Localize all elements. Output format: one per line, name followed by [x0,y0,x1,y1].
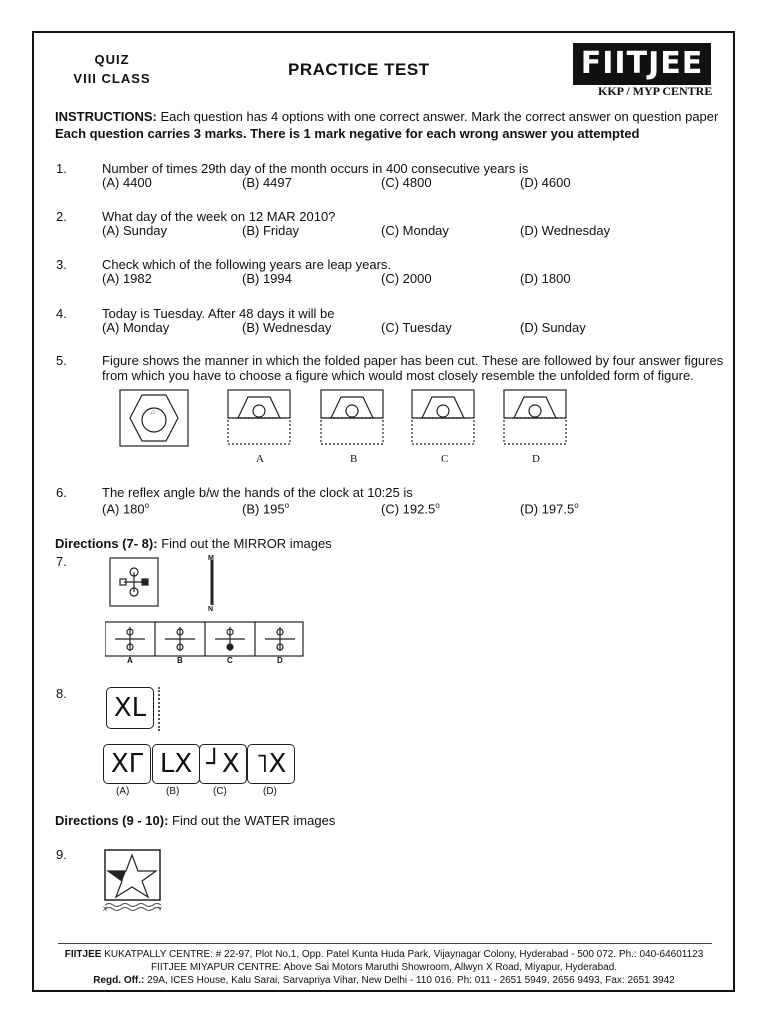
q3-option-d[interactable]: (D) 1800 [520,271,571,286]
q8-option-c-figure[interactable]: ┘X [199,744,247,784]
q3-number: 3. [56,257,67,272]
q6-option-c[interactable]: (C) 192.5$^o$ [381,501,440,517]
fiitjee-logo: FIITJEE [573,43,711,85]
footer-line2: FIITJEE MIYAPUR CENTRE: Above Sai Motors Maruthi Showroom, Allwyn X Road, Miyapur, Hyderabad. [150,962,618,973]
q6-option-b[interactable]: (B) 195$^o$ [242,501,290,517]
q1-text: Number of times 29th day of the month occurs in 400 consecutive years is [102,161,529,176]
instructions-line2: Each question carries 3 marks. There is 1 mark negative for each wrong answer you attempted [55,126,640,141]
q5-option-b-figure[interactable] [321,390,383,444]
q3-option-b[interactable]: (B) 1994 [242,271,292,286]
q3-option-a[interactable]: (A) 1982 [102,271,152,286]
q7-question-figure [110,558,158,606]
q9-number: 9. [56,847,67,862]
q2-option-c[interactable]: (C) Monday [381,223,449,238]
q1-option-d[interactable]: (D) 4600 [520,175,571,190]
q8-label-d: (D) [263,786,277,797]
q5-text-2: from which you have to choose a figure which would most closely resemble the unfolded form of figure. [102,368,694,383]
q5-option-c-figure[interactable] [412,390,474,444]
footer-line3: Regd. Off.: 29A, ICES House, Kalu Sarai, Sarvapriya Vihar, New Delhi - 110 016. Ph: 011 - 2651 5949, 2656 9493, Fax: 2651 3942 [93,975,675,986]
q5-question-figure [120,390,188,446]
q6-text: The reflex angle b/w the hands of the clock at 10:25 is [102,485,413,500]
q8-option-d-figure[interactable]: ˥X [247,744,295,784]
q2-option-b[interactable]: (B) Friday [242,223,300,238]
q8-question-figure: XL [106,687,154,729]
class-label: VIII CLASS [73,71,151,86]
q5-option-d-figure[interactable] [504,390,566,444]
q7-label-a: A [127,656,133,665]
q6-number: 6. [56,485,67,500]
q8-label-a: (A) [116,786,130,797]
q5-label-d: D [532,453,540,465]
q7-number: 7. [56,554,67,569]
q8-number: 8. [56,686,67,701]
q1-option-b[interactable]: (B) 4497 [242,175,292,190]
directions-water: Directions (9 - 10): Find out the WATER images [55,813,336,828]
q6-option-a[interactable]: (A) 180$^o$ [102,501,150,517]
q2-number: 2. [56,209,67,224]
q1-option-c[interactable]: (C) 4800 [381,175,432,190]
q7-label-b: B [177,656,183,665]
q4-number: 4. [56,306,67,321]
q9-corner-y: Y [158,907,163,913]
q2-text: What day of the week on 12 MAR 2010? [102,209,336,224]
q4-text: Today is Tuesday. After 48 days it will be [102,306,335,321]
q2-option-d[interactable]: (D) Wednesday [520,223,611,238]
footer-line1: FIITJEE KUKATPALLY CENTRE: # 22-97, Plot No.1, Opp. Patel Kunta Huda Park, Vijaynagar Colony, Hyderabad - 500 072. Ph.: 040-64601123 [64,949,704,960]
svg-text:⌂: ⌂ [151,409,156,416]
q1-number: 1. [56,161,67,176]
q5-number: 5. [56,353,67,368]
q5-figures [110,385,580,465]
page-title: PRACTICE TEST [288,60,430,79]
q4-option-a[interactable]: (A) Monday [102,320,170,335]
q8-option-b-figure[interactable]: LX [152,744,200,784]
q5-label-b: B [350,453,358,465]
q8-label-b: (B) [166,786,180,797]
q3-text: Check which of the following years are leap years. [102,257,392,272]
q9-corner-x: X [103,907,108,913]
q1-option-a[interactable]: (A) 4400 [102,175,152,190]
centre-label: KKP / MYP CENTRE [598,84,713,98]
q7-figures [105,555,305,667]
quiz-label: QUIZ [94,52,130,67]
q5-label-c: C [441,453,449,465]
q8-mirror-line [158,687,163,731]
q8-label-c: (C) [213,786,227,797]
directions-mirror: Directions (7- 8): Find out the MIRROR images [55,536,332,551]
q5-text: Figure shows the manner in which the folded paper has been cut. These are followed by four answer figures [102,353,724,368]
q8-option-a-figure[interactable]: XΓ [103,744,151,784]
q5-option-a-figure[interactable] [228,390,290,444]
q7-label-d: D [277,656,283,665]
instructions-line1: INSTRUCTIONS: Each question has 4 options with one correct answer. Mark the correct answer on question paper [55,109,719,124]
q5-label-a: A [256,453,264,465]
mirror-label-n: N [208,606,214,613]
q4-option-c[interactable]: (C) Tuesday [381,320,452,335]
q2-option-a[interactable]: (A) Sunday [102,223,168,238]
q6-option-d[interactable]: (D) 197.5$^o$ [520,501,579,517]
q3-option-c[interactable]: (C) 2000 [381,271,432,286]
q4-option-b[interactable]: (B) Wednesday [242,320,332,335]
q9-question-figure [100,845,166,915]
footer-divider [58,943,712,944]
q7-answer-strip[interactable] [105,622,303,656]
q4-option-d[interactable]: (D) Sunday [520,320,586,335]
q7-label-c: C [227,656,233,665]
mirror-label-m: M [208,555,214,562]
